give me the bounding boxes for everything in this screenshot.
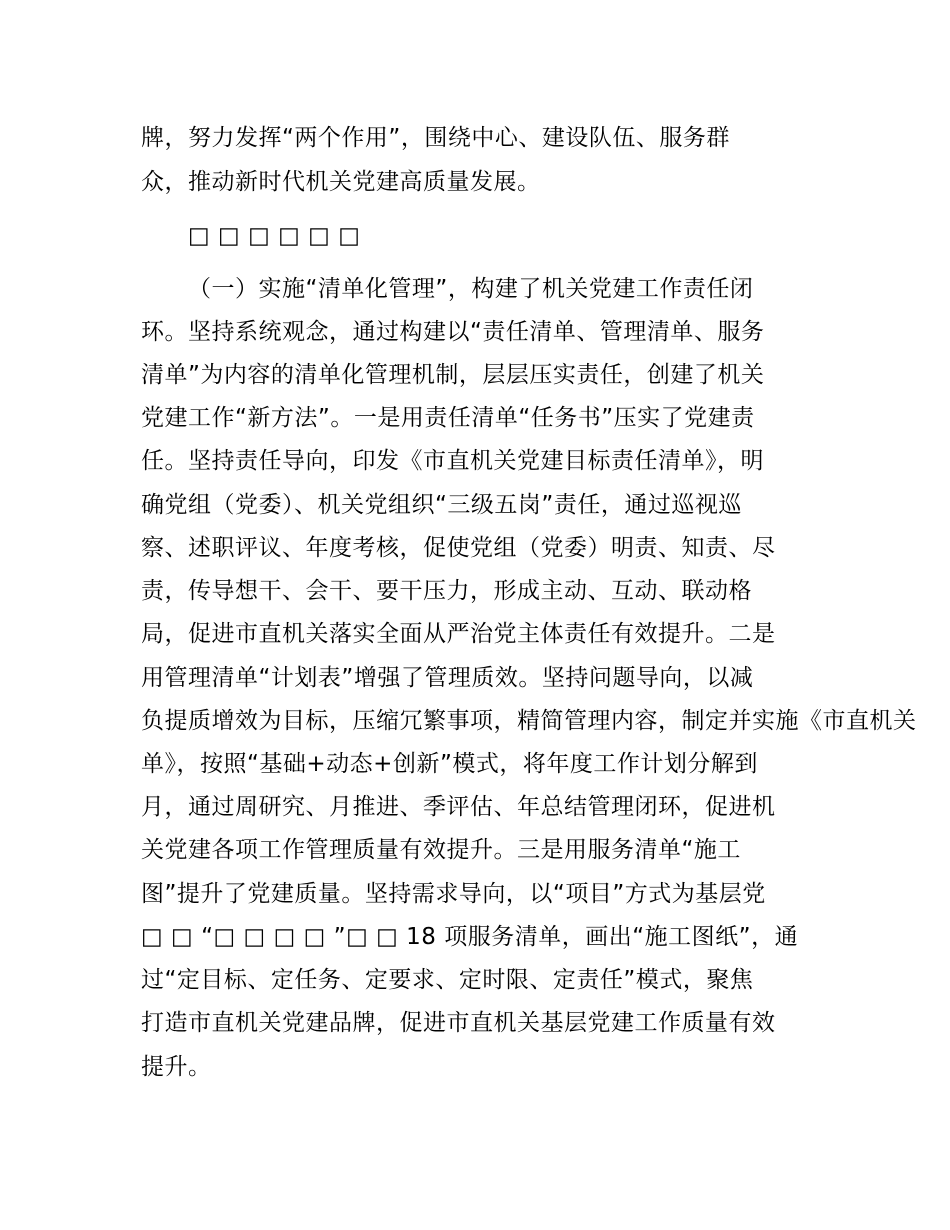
text-line: □ □ “□ □ □ □ ”□ □ 18 项服务清单，画出“施工图纸”，通	[141, 924, 799, 950]
text-line: 过“定目标、定任务、定要求、定时限、定责任”模式，聚焦	[141, 967, 754, 993]
text-line: 责，传导想干、会干、要干压力，形成主动、互动、联动格	[141, 578, 752, 604]
text-line: 众，推动新时代机关党建高质量发展。	[141, 169, 541, 195]
text-line: 环。坚持系统观念，通过构建以“责任清单、管理清单、服务	[141, 319, 765, 345]
text-line: 用管理清单“计划表”增强了管理质效。坚持问题导向，以减	[141, 665, 754, 691]
text-line: （一）实施“清单化管理”，构建了机关党建工作责任闭	[188, 276, 754, 302]
text-line: 任。坚持责任导向，印发《市直机关党建目标责任清单》，明	[141, 448, 764, 474]
text-line: 月，通过周研究、月推进、季评估、年总结管理闭环，促进机	[141, 794, 776, 820]
text-line: 局，促进市直机关落实全面从严治党主体责任有效提升。二是	[141, 621, 776, 647]
section-heading: □ □ □ □ □ □	[188, 223, 361, 249]
text-line: 关党建各项工作管理质量有效提升。三是用服务清单“施工	[141, 837, 741, 863]
text-line: 察、述职评议、年度考核，促使党组（党委）明责、知责、尽	[141, 535, 776, 561]
text-line: 提升。	[141, 1054, 212, 1080]
text-line: 确党组（党委）、机关党组织“三级五岗”责任，通过巡视巡	[141, 492, 742, 518]
text-line: 打造市直机关党建品牌，促进市直机关基层党建工作质量有效	[141, 1010, 776, 1036]
text-line: 单》，按照“基础+动态+创新”模式，将年度工作计划分解到	[141, 751, 758, 777]
text-line: 党建工作“新方法”。一是用责任清单“任务书”压实了党建责	[141, 405, 755, 431]
text-line: 图”提升了党建质量。坚持需求导向，以“项目”方式为基层党	[141, 881, 766, 907]
text-line: 牌，努力发挥“两个作用”，围绕中心、建设队伍、服务群	[141, 125, 730, 151]
text-line: 清单”为内容的清单化管理机制，层层压实责任，创建了机关	[141, 362, 765, 388]
text-line: 负提质增效为目标，压缩冗繁事项，精简管理内容，制定并实施《市直机关	[141, 708, 917, 734]
